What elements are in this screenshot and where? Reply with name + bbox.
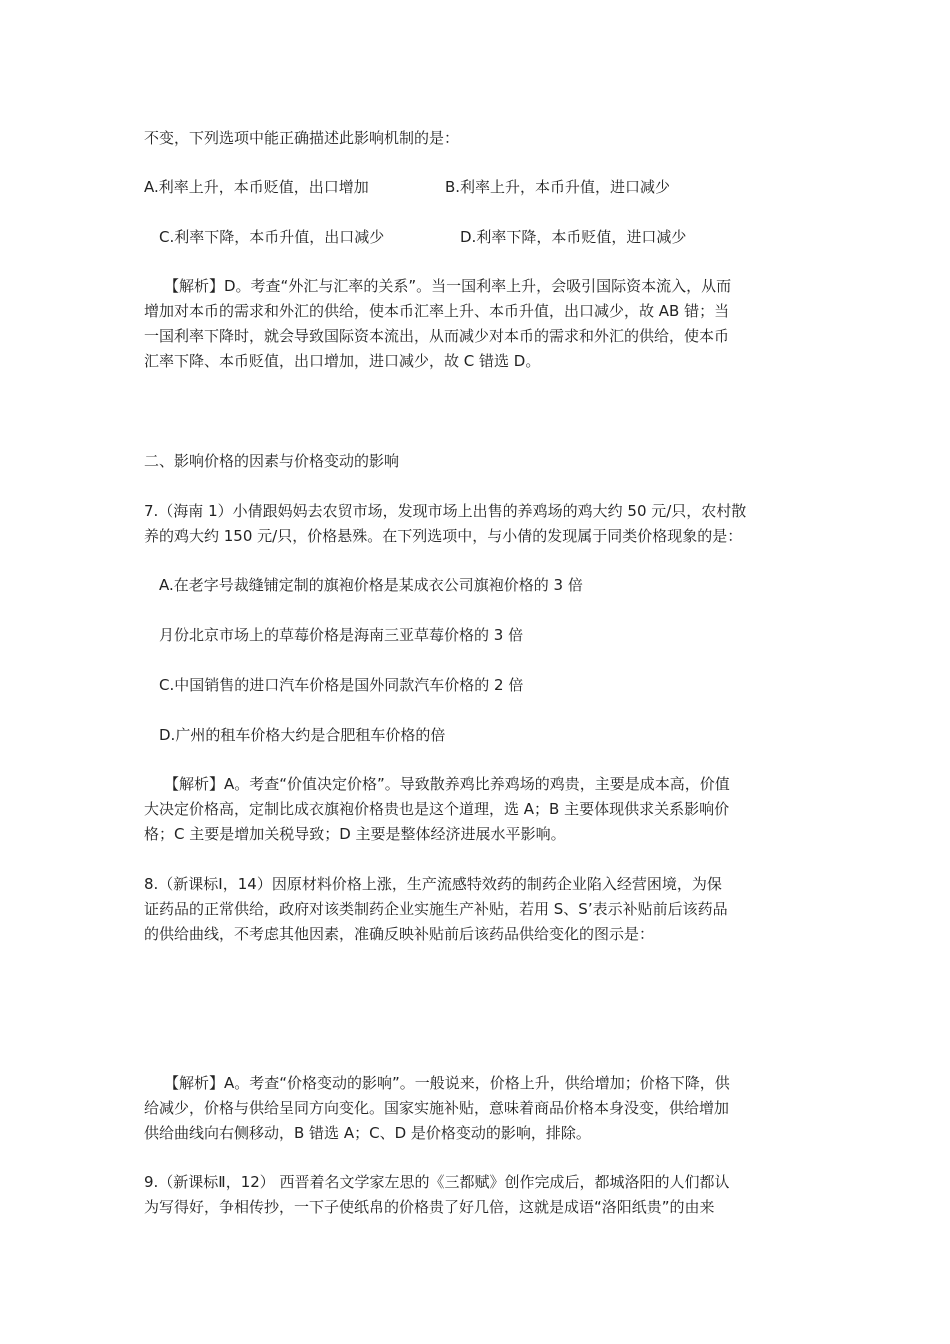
- q7-option-c: C.中国销售的进口汽车价格是国外同款汽车价格的 2 倍: [159, 676, 524, 694]
- q7-option-a: A.在老字号裁缝铺定制的旗袍价格是某成衣公司旗袍价格的 3 倍: [159, 576, 583, 594]
- q6-analysis-line: 【解析】D。考查“外汇与汇率的关系”。当一国利率上升，会吸引国际资本流入，从而: [164, 277, 732, 295]
- q7-analysis-line: 【解析】A。考查“价值决定价格”。导致散养鸡比养鸡场的鸡贵，主要是成本高，价值: [164, 775, 730, 793]
- q8-analysis-line: 给减少，价格与供给呈同方向变化。国家实施补贴，意味着商品价格本身没变，供给增加: [144, 1099, 730, 1117]
- q7-option-d: D.广州的租车价格大约是合肥租车价格的倍: [159, 726, 446, 744]
- q6-analysis-line: 一国利率下降时，就会导致国际资本流出，从而减少对本币的需求和外汇的供给，使本币: [144, 327, 730, 345]
- q6-analysis-line: 汇率下降、本币贬值，出口增加，进口减少，故 C 错选 D。: [144, 352, 541, 370]
- q6-stem-tail: 不变，下列选项中能正确描述此影响机制的是：: [144, 129, 460, 147]
- q6-option-c: C.利率下降，本币升值，出口减少: [159, 228, 385, 246]
- q7-stem-line: 7.（海南 1）小倩跟妈妈去农贸市场，发现市场上出售的养鸡场的鸡大约 50 元/只，农村散: [144, 502, 747, 520]
- q9-stem-line: 9.（新课标Ⅱ，12） 西晋着名文学家左思的《三都赋》创作完成后，都城洛阳的人们都认: [144, 1173, 730, 1191]
- q7-analysis-line: 格；C 主要是增加关税导致；D 主要是整体经济进展水平影响。: [144, 825, 566, 843]
- q7-analysis-line: 大决定价格高，定制比成衣旗袍价格贵也是这个道理，选 A；B 主要体现供求关系影响价: [144, 800, 730, 818]
- q8-analysis-line: 供给曲线向右侧移动，B 错选 A；C、D 是价格变动的影响，排除。: [144, 1124, 591, 1142]
- q7-stem-line: 养的鸡大约 150 元/只，价格悬殊。在下列选项中，与小倩的发现属于同类价格现象的是：: [144, 527, 743, 545]
- section-heading: 二、影响价格的因素与价格变动的影响: [144, 452, 400, 470]
- q6-option-b: B.利率上升，本币升值，进口减少: [445, 178, 671, 196]
- q6-option-d: D.利率下降，本币贬值，进口减少: [460, 228, 687, 246]
- q8-stem-line: 8.（新课标Ⅰ，14）因原材料价格上涨，生产流感特效药的制药企业陷入经营困境，为保: [144, 875, 722, 893]
- q8-stem-line: 的供给曲线，不考虑其他因素，准确反映补贴前后该药品供给变化的图示是：: [144, 925, 655, 943]
- q6-analysis-line: 增加对本币的需求和外汇的供给，使本币汇率上升、本币升值，出口减少，故 AB 错；当: [144, 302, 730, 320]
- q8-analysis-line: 【解析】A。考查“价格变动的影响”。一般说来，价格上升，供给增加；价格下降，供: [164, 1074, 730, 1092]
- q9-stem-line: 为写得好，争相传抄，一下子使纸帛的价格贵了好几倍，这就是成语“洛阳纸贵”的由来: [144, 1198, 715, 1216]
- q7-option-b: 月份北京市场上的草莓价格是海南三亚草莓价格的 3 倍: [159, 626, 524, 644]
- q6-option-a: A.利率上升，本币贬值，出口增加: [144, 178, 369, 196]
- q8-stem-line: 证药品的正常供给，政府对该类制药企业实施生产补贴，若用 S、S’表示补贴前后该药品: [144, 900, 728, 918]
